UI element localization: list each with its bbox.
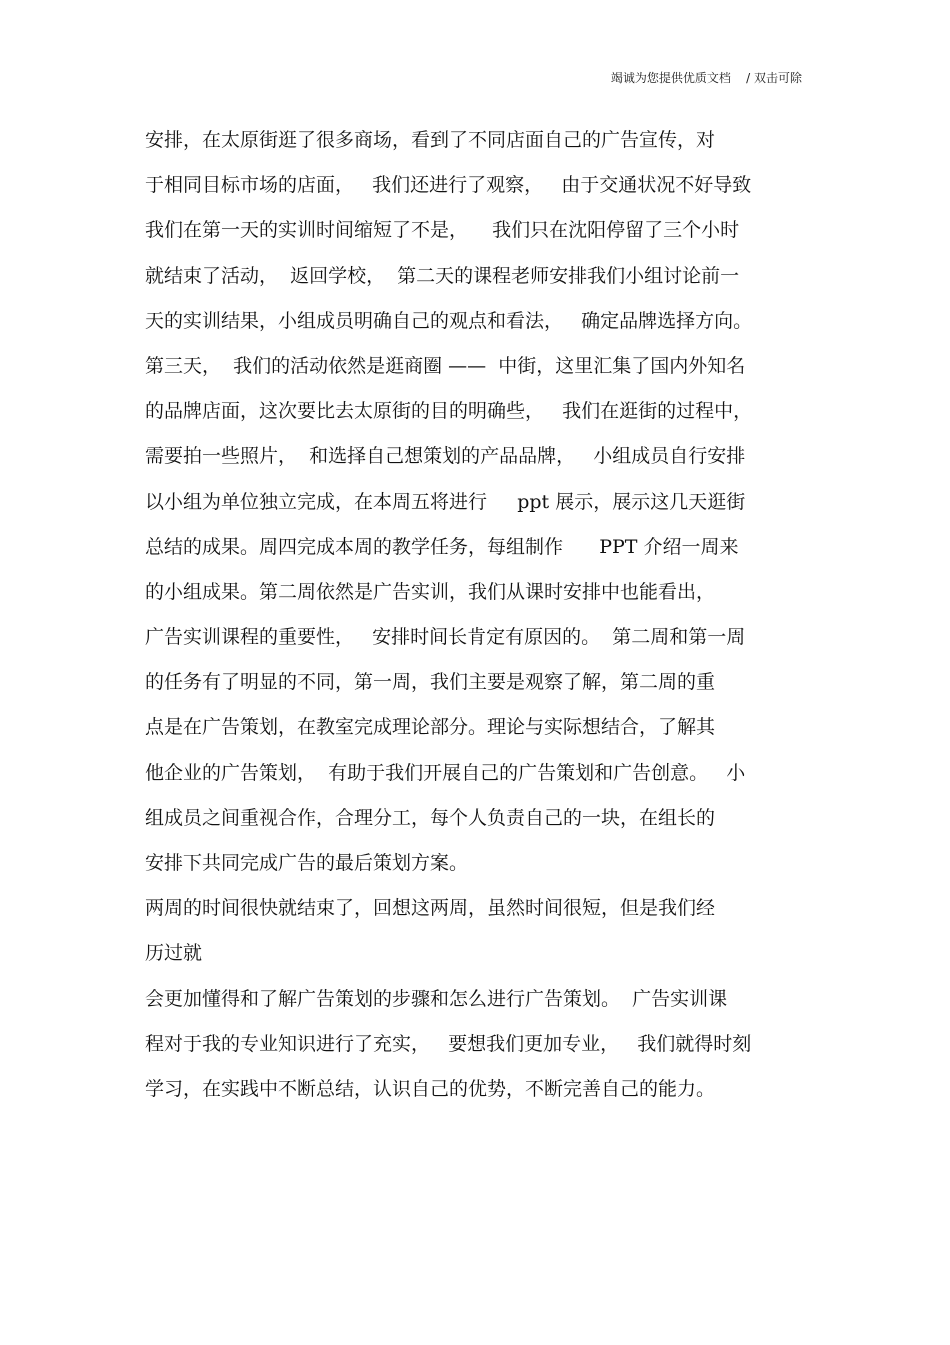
text-line-18: 两周的时间很快就结束了，回想这两周，虽然时间很短，但是我们经 xyxy=(145,897,716,920)
text-line-6: 第三天， 我们的活动依然是逛商圈 —— 中街，这里汇集了国内外知名 xyxy=(145,354,746,377)
text-line-13: 的任务有了明显的不同，第一周，我们主要是观察了解，第二周的重 xyxy=(145,671,716,694)
text-line-1: 安排，在太原街逛了很多商场，看到了不同店面自己的广告宣传，对 xyxy=(145,129,716,151)
document-body xyxy=(145,118,815,1112)
text-line-19: 历过就 xyxy=(145,942,203,965)
text-line-9: 以小组为单位独立完成，在本周五将进行 ppt 展示，展示这几天逛街 xyxy=(145,490,746,513)
text-line-7: 的品牌店面，这次要比去太原街的目的明确些， 我们在逛街的过程中， xyxy=(145,400,753,423)
text-line-12: 广告实训课程的重要性， 安排时间长肯定有原因的。 第二周和第一周 xyxy=(145,626,746,649)
text-line-10: 总结的成果。周四完成本周的教学任务，每组制作 PPT 介绍一周来 xyxy=(145,535,739,558)
text-line-11: 的小组成果。第二周依然是广告实训，我们从课时安排中也能看出， xyxy=(145,580,716,603)
text-line-16: 组成员之间重视合作，合理分工，每个人负责自己的一块，在组长的 xyxy=(145,806,716,829)
text-line-20: 会更加懂得和了解广告策划的步骤和怎么进行广告策划。 广告实训课 xyxy=(145,987,728,1010)
text-line-14: 点是在广告策划，在教室完成理论部分。理论与实际想结合，了解其 xyxy=(145,716,716,739)
page-header-note: 竭诚为您提供优质文档 / 双击可除 xyxy=(610,71,802,85)
text-line-22: 学习，在实践中不断总结，认识自己的优势，不断完善自己的能力。 xyxy=(145,1077,716,1100)
text-line-21: 程对于我的专业知识进行了充实， 要想我们更加专业， 我们就得时刻 xyxy=(145,1032,752,1055)
text-line-17: 安排下共同完成广告的最后策划方案。 xyxy=(145,852,469,874)
text-line-15: 他企业的广告策划， 有助于我们开展自己的广告策划和广告创意。 小 xyxy=(145,761,746,784)
text-line-3: 我们在第一天的实训时间缩短了不是， 我们只在沈阳停留了三个小时 xyxy=(145,219,740,242)
text-line-2: 于相同目标市场的店面， 我们还进行了观察， 由于交通状况不好导致 xyxy=(145,174,752,197)
text-line-4: 就结束了活动， 返回学校， 第二天的课程老师安排我们小组讨论前一 xyxy=(145,264,740,287)
text-line-5: 天的实训结果，小组成员明确自己的观点和看法， 确定品牌选择方向。 xyxy=(145,309,753,332)
text-line-8: 需要拍一些照片， 和选择自己想策划的产品品牌， 小组成员自行安排 xyxy=(145,445,746,468)
